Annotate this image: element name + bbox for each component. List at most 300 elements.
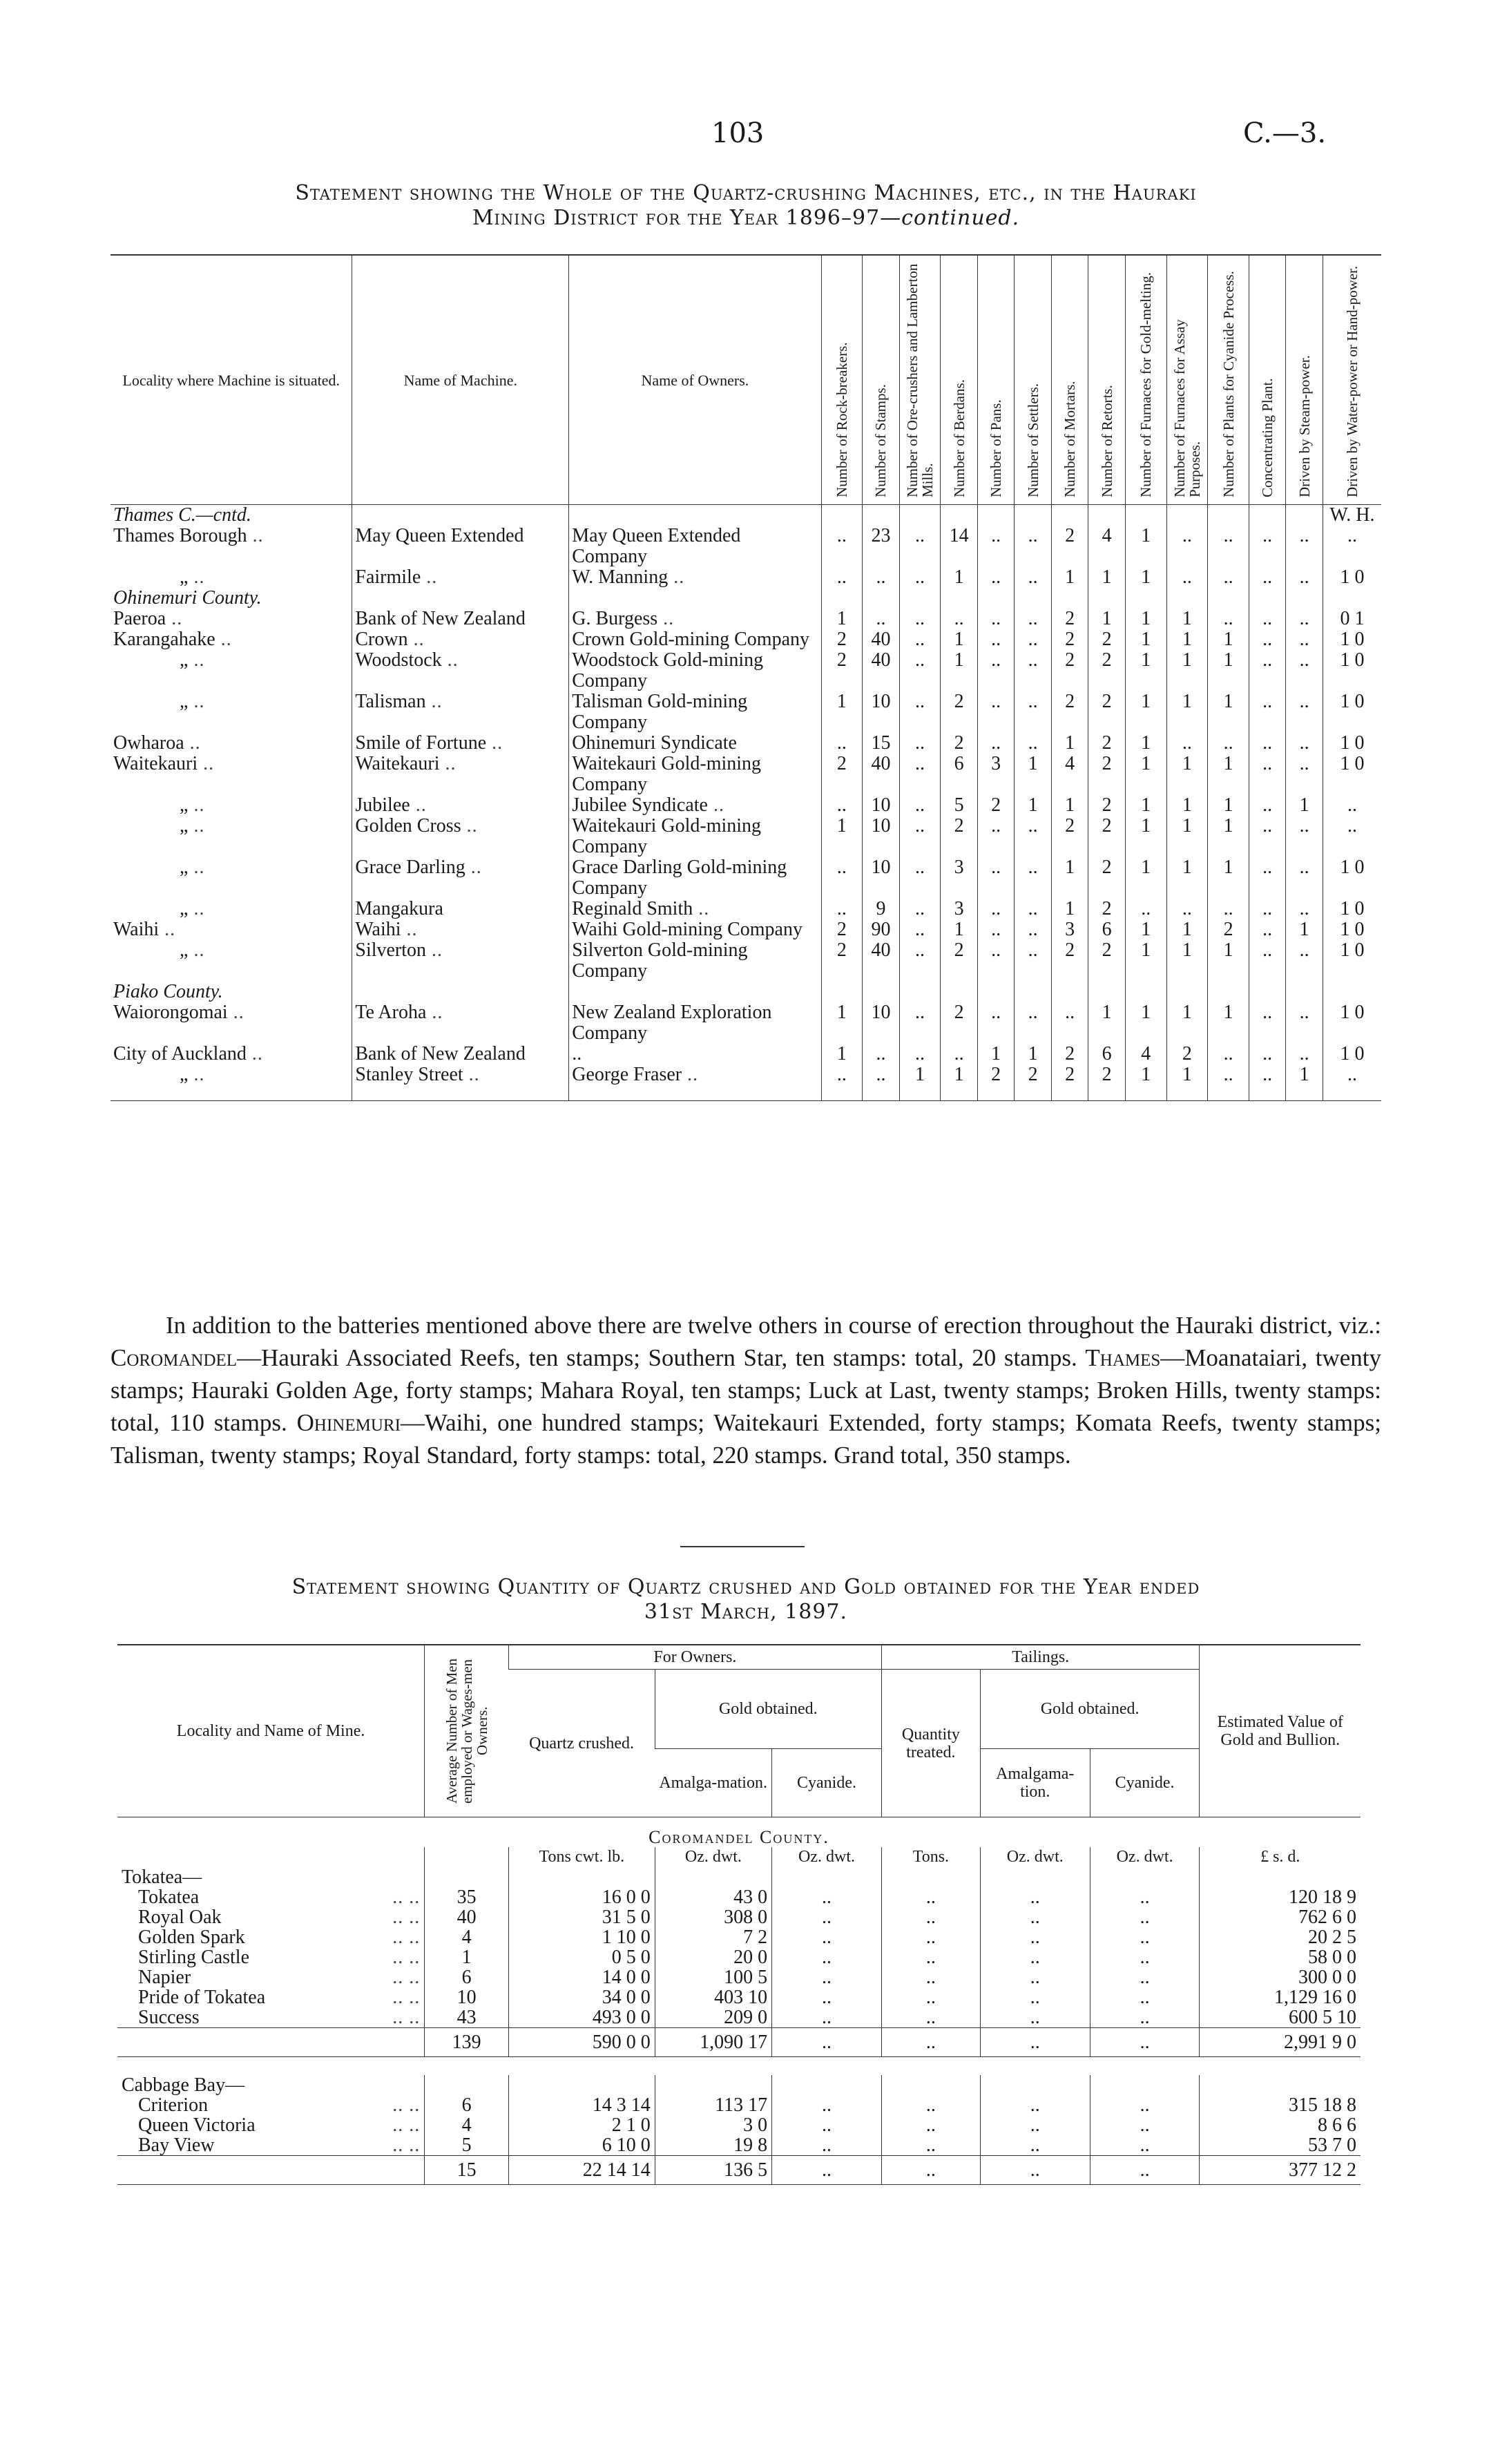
col-header: Number of Berdans. bbox=[941, 255, 978, 505]
count-cell: 3 bbox=[977, 754, 1015, 795]
col-header: Number of Mortars. bbox=[1051, 255, 1088, 505]
count-cell: 40 bbox=[863, 629, 900, 650]
value-cell: .. bbox=[1090, 1967, 1200, 1987]
machine-name-cell: Stanley Street .. bbox=[352, 1064, 569, 1101]
count-cell: .. bbox=[1015, 816, 1052, 857]
count-cell: .. bbox=[899, 940, 941, 982]
power-cell: 1 0 bbox=[1323, 857, 1381, 899]
count-cell: .. bbox=[977, 1002, 1015, 1044]
count-cell bbox=[1286, 982, 1323, 1002]
count-cell: 2 bbox=[977, 1064, 1015, 1101]
value-cell: 2 1 0 bbox=[508, 2115, 655, 2135]
count-cell: .. bbox=[899, 795, 941, 816]
power-cell bbox=[1323, 588, 1381, 609]
value-cell: .. bbox=[980, 1987, 1090, 2007]
count-cell: 1 bbox=[899, 1064, 941, 1101]
count-cell: .. bbox=[1208, 567, 1249, 588]
mine-row bbox=[117, 2135, 1361, 2156]
col-header: Locality where Machine is situated. bbox=[110, 255, 352, 505]
count-cell: 2 bbox=[941, 733, 978, 754]
count-cell: .. bbox=[1166, 899, 1208, 919]
count-cell: .. bbox=[899, 691, 941, 733]
col-header: Driven by Water-power or Hand-power. bbox=[1323, 255, 1381, 505]
count-cell: .. bbox=[863, 1044, 900, 1064]
count-cell: .. bbox=[1015, 733, 1052, 754]
count-cell: 1 bbox=[1125, 691, 1166, 733]
group-row bbox=[117, 1867, 1361, 1887]
value-cell: 209 0 bbox=[655, 2007, 771, 2028]
count-cell: 2 bbox=[941, 816, 978, 857]
value-cell: .. bbox=[1090, 1887, 1200, 1907]
count-cell: .. bbox=[1015, 1002, 1052, 1044]
value-cell: .. bbox=[772, 2095, 882, 2115]
count-cell: .. bbox=[1249, 733, 1286, 754]
men-total: 15 bbox=[425, 2156, 509, 2185]
machine-row bbox=[110, 650, 1381, 691]
col-header: Number of Pans. bbox=[977, 255, 1015, 505]
value-cell: .. bbox=[881, 2115, 980, 2135]
erection-paragraph: In addition to the batteries mentioned above there are twelve others in course of erection throughout the Hauraki district, viz.: Coromandel—Hauraki Associated Reefs, ten stamps; Southern Star, ten stamps: total, 20 stamps. Thames—Moanataiari, twenty stamps; Hauraki Golden Age, forty stamps; Mahara Royal, ten stamps; Luck at Last, twenty stamps; Broken Hills, twenty stamps: total, 110 stamps. Ohinemuri—Waihi, one hundred stamps; Waitekauri Extended, forty stamps; Komata Reefs, twenty stamps; Talisman, twenty stamps; Royal Standard, forty stamps: total, 220 stamps. Grand total, 350 stamps. bbox=[110, 1312, 1382, 1469]
locality-cell: „ .. bbox=[180, 795, 205, 816]
owner-cell bbox=[569, 505, 821, 526]
owner-cell: Crown Gold-mining Company bbox=[569, 629, 821, 650]
count-cell: .. bbox=[899, 754, 941, 795]
ohinemuri-label: Ohinemuri bbox=[296, 1409, 401, 1436]
value-cell: .. bbox=[980, 2135, 1090, 2156]
mine-name-cell: Queen Victoria .. .. bbox=[138, 2114, 421, 2136]
count-cell: 1 bbox=[1125, 754, 1166, 795]
mine-row bbox=[117, 1987, 1361, 2007]
col-amalgamation-tailings: Amalgama-tion. bbox=[980, 1749, 1090, 1817]
value-cell: 53 7 0 bbox=[1200, 2135, 1361, 2156]
count-cell: .. bbox=[1208, 1044, 1249, 1064]
machine-name-cell: Woodstock .. bbox=[352, 650, 569, 691]
value-cell: 7 2 bbox=[655, 1927, 771, 1947]
value-cell: .. bbox=[980, 1927, 1090, 1947]
count-cell: 2 bbox=[821, 919, 863, 940]
count-cell: 4 bbox=[1125, 1044, 1166, 1064]
col-header: Number of Settlers. bbox=[1015, 255, 1052, 505]
count-cell bbox=[1286, 588, 1323, 609]
count-cell: 1 bbox=[1166, 609, 1208, 629]
col-header: Name of Machine. bbox=[352, 255, 569, 505]
count-cell bbox=[899, 505, 941, 526]
count-cell: .. bbox=[821, 795, 863, 816]
machine-name-cell: Smile of Fortune .. bbox=[352, 733, 569, 754]
count-cell: .. bbox=[899, 733, 941, 754]
machine-name-cell: Grace Darling .. bbox=[352, 857, 569, 899]
count-cell bbox=[1166, 982, 1208, 1002]
value-cell: 58 0 0 bbox=[1200, 1947, 1361, 1967]
count-cell: 2 bbox=[1051, 1044, 1088, 1064]
mine-row bbox=[117, 2115, 1361, 2135]
locality-cell: Owharoa .. bbox=[113, 733, 201, 754]
value-cell: .. bbox=[980, 1967, 1090, 1987]
value-cell: .. bbox=[980, 1947, 1090, 1967]
count-cell: .. bbox=[1286, 899, 1323, 919]
machine-name-cell: Bank of New Zealand bbox=[352, 1044, 569, 1064]
machine-row bbox=[110, 526, 1381, 567]
power-cell bbox=[1323, 982, 1381, 1002]
statement1-title bbox=[114, 181, 1378, 231]
count-cell: 2 bbox=[1088, 754, 1126, 795]
count-cell: 1 bbox=[1166, 857, 1208, 899]
count-cell: .. bbox=[863, 567, 900, 588]
count-cell: 1 bbox=[1125, 733, 1166, 754]
count-cell: .. bbox=[899, 526, 941, 567]
unit-label: £ s. d. bbox=[1200, 1847, 1361, 1867]
col-header: Number of Furnaces for Assay Purposes. bbox=[1166, 255, 1208, 505]
count-cell: .. bbox=[899, 857, 941, 899]
power-cell: W. H. bbox=[1323, 505, 1381, 526]
value-cell: 100 5 bbox=[655, 1967, 771, 1987]
count-cell: 1 bbox=[1088, 1002, 1126, 1044]
count-cell: 2 bbox=[977, 795, 1015, 816]
count-cell: 1 bbox=[941, 629, 978, 650]
value-cell: 6 10 0 bbox=[508, 2135, 655, 2156]
count-cell: 1 bbox=[941, 650, 978, 691]
count-cell: 1 bbox=[1125, 526, 1166, 567]
col-gold-tailings: Gold obtained. bbox=[980, 1670, 1200, 1749]
value-cell: .. bbox=[1090, 1947, 1200, 1967]
value-cell: 3 0 bbox=[655, 2115, 771, 2135]
owner-cell: Waihi Gold-mining Company bbox=[569, 919, 821, 940]
count-cell: .. bbox=[1015, 940, 1052, 982]
mine-name-cell: Bay View .. .. bbox=[138, 2134, 421, 2156]
count-cell: 2 bbox=[1015, 1064, 1052, 1101]
locality-cell: „ .. bbox=[180, 899, 205, 919]
total-cell: 22 14 14 bbox=[508, 2156, 655, 2185]
count-cell bbox=[1286, 505, 1323, 526]
count-cell: 2 bbox=[1088, 650, 1126, 691]
value-cell: .. bbox=[980, 1887, 1090, 1907]
power-cell: 1 0 bbox=[1323, 567, 1381, 588]
count-cell: 1 bbox=[1088, 567, 1126, 588]
statement2-title bbox=[114, 1575, 1378, 1625]
count-cell: .. bbox=[1015, 609, 1052, 629]
men-cell: 6 bbox=[425, 1967, 509, 1987]
col-header: Number of Stamps. bbox=[863, 255, 900, 505]
owner-cell: Jubilee Syndicate .. bbox=[569, 795, 821, 816]
machine-row bbox=[110, 919, 1381, 940]
machine-row bbox=[110, 505, 1381, 526]
count-cell: 1 bbox=[977, 1044, 1015, 1064]
count-cell: .. bbox=[1249, 629, 1286, 650]
total-cell: .. bbox=[980, 2156, 1090, 2185]
count-cell: .. bbox=[977, 629, 1015, 650]
power-cell: 1 0 bbox=[1323, 629, 1381, 650]
value-cell: 315 18 8 bbox=[1200, 2095, 1361, 2115]
count-cell: .. bbox=[1249, 795, 1286, 816]
count-cell: .. bbox=[821, 899, 863, 919]
count-cell bbox=[1088, 982, 1126, 1002]
machine-row bbox=[110, 588, 1381, 609]
count-cell bbox=[1125, 505, 1166, 526]
count-cell: .. bbox=[821, 1064, 863, 1101]
statement2-title-line2: 31st March, 1897. bbox=[644, 1600, 848, 1624]
total-cell: .. bbox=[881, 2156, 980, 2185]
count-cell: .. bbox=[1286, 691, 1323, 733]
count-cell: 2 bbox=[821, 940, 863, 982]
col-header: Concentrating Plant. bbox=[1249, 255, 1286, 505]
count-cell bbox=[1249, 505, 1286, 526]
value-cell: .. bbox=[1090, 2115, 1200, 2135]
count-cell: 10 bbox=[863, 816, 900, 857]
machine-row bbox=[110, 795, 1381, 816]
men-cell: 4 bbox=[425, 1927, 509, 1947]
count-cell: 10 bbox=[863, 1002, 900, 1044]
count-cell bbox=[977, 588, 1015, 609]
total-cell: .. bbox=[772, 2156, 882, 2185]
machine-name-cell: May Queen Extended bbox=[352, 526, 569, 567]
value-cell: 16 0 0 bbox=[508, 1887, 655, 1907]
count-cell: 2 bbox=[1051, 816, 1088, 857]
mine-row bbox=[117, 1887, 1361, 1907]
county-row bbox=[117, 1817, 1361, 1848]
power-cell: .. bbox=[1323, 795, 1381, 816]
mine-name-cell: Stirling Castle .. .. bbox=[138, 1947, 421, 1968]
count-cell: 14 bbox=[941, 526, 978, 567]
men-total: 139 bbox=[425, 2028, 509, 2057]
power-cell: .. bbox=[1323, 526, 1381, 567]
count-cell: 2 bbox=[1088, 795, 1126, 816]
count-cell: .. bbox=[1249, 919, 1286, 940]
count-cell bbox=[1208, 505, 1249, 526]
count-cell: 10 bbox=[863, 857, 900, 899]
count-cell: 1 bbox=[1015, 795, 1052, 816]
value-cell: 1 10 0 bbox=[508, 1927, 655, 1947]
locality-cell: Paeroa .. bbox=[113, 609, 183, 629]
count-cell: .. bbox=[977, 567, 1015, 588]
col-cyanide: Cyanide. bbox=[772, 1749, 882, 1817]
mine-name-cell: Pride of Tokatea .. .. bbox=[138, 1987, 421, 2008]
count-cell: 2 bbox=[941, 1002, 978, 1044]
count-cell: .. bbox=[977, 816, 1015, 857]
count-cell: 23 bbox=[863, 526, 900, 567]
value-cell: 20 2 5 bbox=[1200, 1927, 1361, 1947]
value-cell: 14 0 0 bbox=[508, 1967, 655, 1987]
count-cell: 6 bbox=[941, 754, 978, 795]
machine-row bbox=[110, 567, 1381, 588]
value-cell: 120 18 9 bbox=[1200, 1887, 1361, 1907]
count-cell: 1 bbox=[1166, 650, 1208, 691]
col-header: Driven by Steam-power. bbox=[1286, 255, 1323, 505]
value-cell: .. bbox=[881, 1987, 980, 2007]
count-cell: 40 bbox=[863, 940, 900, 982]
col-quantity: Quantity treated. bbox=[881, 1670, 980, 1817]
count-cell: .. bbox=[1249, 940, 1286, 982]
owner-cell: New Zealand Exploration Company bbox=[569, 1002, 821, 1044]
count-cell: 2 bbox=[1051, 629, 1088, 650]
count-cell: 10 bbox=[863, 795, 900, 816]
count-cell: .. bbox=[977, 526, 1015, 567]
value-cell: 113 17 bbox=[655, 2095, 771, 2115]
value-cell: .. bbox=[1090, 1927, 1200, 1947]
men-cell: 5 bbox=[425, 2135, 509, 2156]
count-cell: 1 bbox=[1208, 1002, 1249, 1044]
value-cell: .. bbox=[1090, 2007, 1200, 2028]
total-row bbox=[117, 2156, 1361, 2185]
value-cell: 14 3 14 bbox=[508, 2095, 655, 2115]
value-cell: 8 6 6 bbox=[1200, 2115, 1361, 2135]
power-cell: .. bbox=[1323, 1064, 1381, 1101]
unit-label: Tons cwt. lb. bbox=[508, 1847, 655, 1867]
col-locality: Locality and Name of Mine. bbox=[117, 1645, 425, 1817]
count-cell: 2 bbox=[1051, 940, 1088, 982]
count-cell: .. bbox=[977, 940, 1015, 982]
count-cell: 90 bbox=[863, 919, 900, 940]
count-cell: .. bbox=[1208, 899, 1249, 919]
value-cell: .. bbox=[772, 1927, 882, 1947]
count-cell bbox=[821, 588, 863, 609]
count-cell: 2 bbox=[1051, 526, 1088, 567]
locality-cell: Thames Borough .. bbox=[113, 526, 264, 546]
locality-cell: „ .. bbox=[180, 650, 205, 671]
locality-cell: „ .. bbox=[180, 691, 205, 712]
owner-cell: Talisman Gold-mining Company bbox=[569, 691, 821, 733]
mine-row bbox=[117, 1947, 1361, 1967]
count-cell: 5 bbox=[941, 795, 978, 816]
statement1-title-line2: Mining District for the Year 1896–97 bbox=[472, 206, 881, 230]
col-value: Estimated Value of Gold and Bullion. bbox=[1200, 1645, 1361, 1817]
count-cell: 1 bbox=[1166, 1064, 1208, 1101]
count-cell bbox=[1166, 505, 1208, 526]
men-cell: 43 bbox=[425, 2007, 509, 2028]
count-cell: 2 bbox=[1051, 1064, 1088, 1101]
count-cell: 1 bbox=[1166, 816, 1208, 857]
mine-name-cell: Golden Spark .. .. bbox=[138, 1927, 421, 1948]
men-cell: 40 bbox=[425, 1907, 509, 1927]
gold-table bbox=[117, 1644, 1361, 2185]
count-cell: .. bbox=[821, 857, 863, 899]
count-cell: .. bbox=[941, 609, 978, 629]
count-cell: 1 bbox=[1051, 567, 1088, 588]
count-cell: .. bbox=[1249, 650, 1286, 691]
count-cell: 6 bbox=[1088, 919, 1126, 940]
power-cell: 1 0 bbox=[1323, 733, 1381, 754]
count-cell: 3 bbox=[941, 857, 978, 899]
count-cell: .. bbox=[1125, 899, 1166, 919]
count-cell: .. bbox=[1249, 754, 1286, 795]
count-cell: 1 bbox=[1208, 691, 1249, 733]
count-cell: .. bbox=[821, 567, 863, 588]
count-cell: 1 bbox=[1051, 733, 1088, 754]
count-cell: 1 bbox=[1166, 940, 1208, 982]
machine-row bbox=[110, 982, 1381, 1002]
count-cell bbox=[899, 588, 941, 609]
owner-cell: W. Manning .. bbox=[569, 567, 821, 588]
col-header: Number of Rock-breakers. bbox=[821, 255, 863, 505]
count-cell: 1 bbox=[1125, 795, 1166, 816]
value-cell: .. bbox=[881, 1927, 980, 1947]
count-cell: .. bbox=[1286, 526, 1323, 567]
count-cell: .. bbox=[1015, 650, 1052, 691]
count-cell: .. bbox=[821, 526, 863, 567]
count-cell: 1 bbox=[1125, 857, 1166, 899]
machine-row bbox=[110, 1064, 1381, 1101]
thames-label: Thames bbox=[1085, 1344, 1161, 1371]
count-cell bbox=[1088, 505, 1126, 526]
group-name: Cabbage Bay— bbox=[122, 2074, 245, 2096]
count-cell: 1 bbox=[1166, 795, 1208, 816]
col-cyanide-tailings: Cyanide. bbox=[1090, 1749, 1200, 1817]
count-cell: .. bbox=[1286, 940, 1323, 982]
count-cell: 1 bbox=[821, 816, 863, 857]
count-cell: 1 bbox=[821, 1002, 863, 1044]
count-cell: 1 bbox=[1125, 940, 1166, 982]
owner-cell bbox=[569, 588, 821, 609]
men-cell: 10 bbox=[425, 1987, 509, 2007]
value-cell: .. bbox=[881, 1967, 980, 1987]
unit-label: Tons. bbox=[881, 1847, 980, 1867]
men-cell: 35 bbox=[425, 1887, 509, 1907]
count-cell: 2 bbox=[1088, 899, 1126, 919]
group-name: Tokatea— bbox=[122, 1866, 202, 1888]
machine-row bbox=[110, 629, 1381, 650]
count-cell: .. bbox=[1249, 899, 1286, 919]
count-cell: .. bbox=[863, 1064, 900, 1101]
count-cell: .. bbox=[1249, 1064, 1286, 1101]
count-cell bbox=[863, 588, 900, 609]
count-cell bbox=[1051, 982, 1088, 1002]
count-cell: 10 bbox=[863, 691, 900, 733]
machine-name-cell: Crown .. bbox=[352, 629, 569, 650]
unit-label: Oz. dwt. bbox=[772, 1847, 882, 1867]
value-cell: 19 8 bbox=[655, 2135, 771, 2156]
count-cell: .. bbox=[1249, 567, 1286, 588]
unit-label: Oz. dwt. bbox=[1090, 1847, 1200, 1867]
count-cell: .. bbox=[1286, 816, 1323, 857]
count-cell bbox=[1015, 982, 1052, 1002]
machine-name-cell: Jubilee .. bbox=[352, 795, 569, 816]
locality-cell: Waihi .. bbox=[113, 919, 176, 940]
unit-label: Oz. dwt. bbox=[655, 1847, 771, 1867]
count-cell: .. bbox=[1015, 857, 1052, 899]
total-cell: 2,991 9 0 bbox=[1200, 2028, 1361, 2057]
total-cell: .. bbox=[881, 2028, 980, 2057]
mine-name-cell: Criterion .. .. bbox=[138, 2094, 421, 2116]
count-cell: 2 bbox=[1088, 691, 1126, 733]
count-cell: .. bbox=[1249, 526, 1286, 567]
owner-cell: Grace Darling Gold-mining Company bbox=[569, 857, 821, 899]
count-cell bbox=[1249, 982, 1286, 1002]
machine-row bbox=[110, 754, 1381, 795]
count-cell: .. bbox=[899, 567, 941, 588]
count-cell bbox=[977, 982, 1015, 1002]
count-cell: 1 bbox=[1125, 1064, 1166, 1101]
count-cell: 9 bbox=[863, 899, 900, 919]
owner-cell: Woodstock Gold-mining Company bbox=[569, 650, 821, 691]
count-cell: .. bbox=[1286, 567, 1323, 588]
count-cell: 1 bbox=[1125, 1002, 1166, 1044]
count-cell: 1 bbox=[1208, 650, 1249, 691]
group-row bbox=[117, 2075, 1361, 2095]
count-cell: 1 bbox=[1166, 691, 1208, 733]
count-cell: 4 bbox=[1051, 754, 1088, 795]
value-cell: 308 0 bbox=[655, 1907, 771, 1927]
owner-cell: G. Burgess .. bbox=[569, 609, 821, 629]
count-cell: .. bbox=[1286, 1002, 1323, 1044]
count-cell: .. bbox=[1249, 1002, 1286, 1044]
count-cell: 2 bbox=[1051, 691, 1088, 733]
count-cell bbox=[1015, 588, 1052, 609]
locality-cell: Thames C.—cntd. bbox=[113, 504, 251, 526]
owner-cell bbox=[569, 982, 821, 1002]
coromandel-label: Coromandel bbox=[110, 1344, 238, 1371]
count-cell bbox=[1125, 982, 1166, 1002]
count-cell: 4 bbox=[1088, 526, 1126, 567]
owner-cell: May Queen Extended Company bbox=[569, 526, 821, 567]
